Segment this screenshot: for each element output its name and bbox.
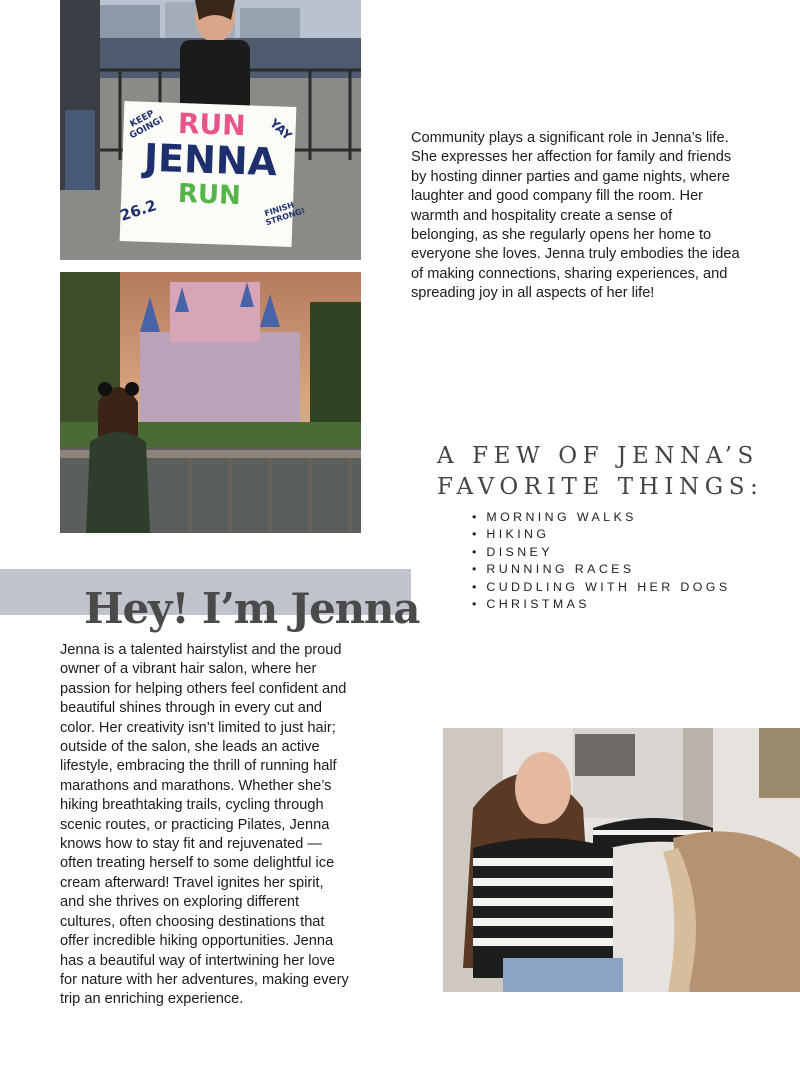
- favorites-heading: A FEW OF JENNA’S FAVORITE THINGS:: [437, 443, 764, 500]
- list-item: • HIKING: [472, 526, 731, 543]
- sign-name: JENNA: [143, 135, 278, 185]
- sign-run-top: RUN: [177, 106, 247, 143]
- list-item: • MORNING WALKS: [472, 509, 731, 526]
- sign-run-bottom: RUN: [177, 178, 242, 212]
- favorites-list: [472, 509, 731, 613]
- castle-photo: [60, 272, 361, 533]
- page-title: Hey! I’m Jenna: [84, 584, 420, 633]
- list-item: • CHRISTMAS: [472, 596, 731, 613]
- sign-distance: 26.2: [117, 196, 159, 225]
- race-photo: [60, 0, 361, 260]
- list-item: • DISNEY: [472, 544, 731, 561]
- community-paragraph: Community plays a significant role in Jenna’s life. She expresses her affection for family and friends by hosting dinner parties and game nights, where laughter and good company fill the room. Her warmth and hospitality create a sense of belonging, as she regularly opens her home to everyone she loves. Jenna truly embodies the idea of making connections, sharing experiences, and spreading joy in all aspects of her life!: [411, 130, 740, 302]
- bio-paragraph: Jenna is a talented hairstylist and the proud owner of a vibrant hair salon, where her passion for helping others feel confident and beautiful shines through in every cut and color. Her creativity isn’t limited to just hair; outside of the salon, she leads an active lifestyle, embracing the thrill of running half marathons and marathons. Whether she’s hiking breathtaking trails, cycling through scenic routes, or practicing Pilates, Jenna knows how to stay fit and rejuvenated — often treating herself to some delightful ice cream afterward! Travel ignites her spirit, and she thrives on exploring different cultures, often choosing destinations that offer incredible hiking opportunities. Jenna has a beautiful way of intertwining her love for nature with her adventures, making every trip an enriching experience.: [60, 642, 349, 1008]
- sign-keep-going: KEEP GOING!: [128, 108, 166, 142]
- sign-yay: YAY: [266, 116, 295, 143]
- salon-photo: [443, 728, 800, 992]
- list-item: • CUDDLING WITH HER DOGS: [472, 579, 731, 596]
- sign-finish-strong: FINISH STRONG!: [263, 200, 307, 228]
- list-item: • RUNNING RACES: [472, 561, 731, 578]
